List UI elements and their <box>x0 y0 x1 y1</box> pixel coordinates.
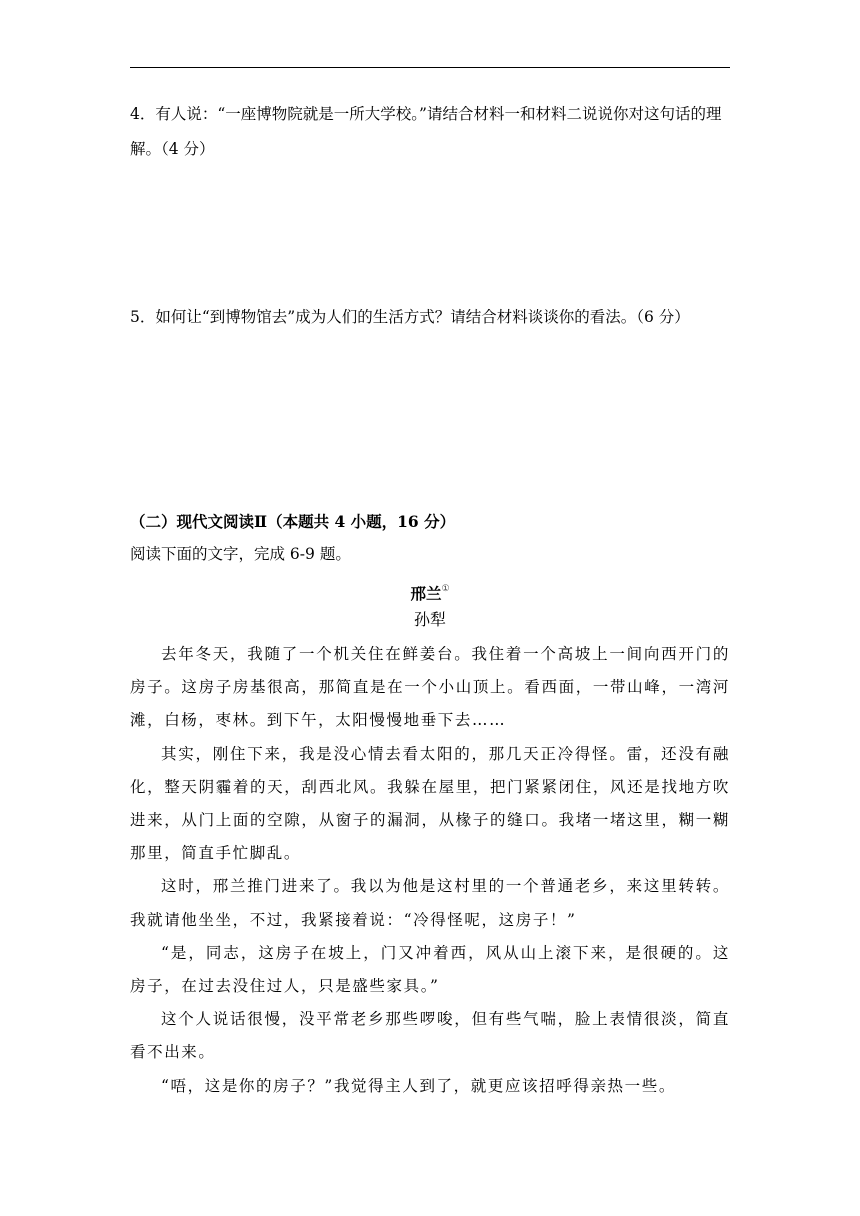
paragraph: “是，同志，这房子在坡上，门又冲着西，风从山上滚下来，是很硬的。这房子，在过去没住过人，只是盛些家具。” <box>130 943 730 996</box>
paragraph: 这个人说话很慢，没平常老乡那些啰唆，但有些气喘，脸上表情很淡，简直看不出来。 <box>130 1010 730 1062</box>
section-instruction: 阅读下面的文字，完成 6-9 题。 <box>130 545 351 563</box>
footnote-marker: ① <box>441 584 450 594</box>
article-author: 孙犁 <box>413 610 446 629</box>
paragraph: “唔，这是你的房子？”我觉得主人到了，就更应该招呼得亲热一些。 <box>161 1076 676 1095</box>
question-5: 5．如何让“到博物馆去”成为人们的生活方式？请结合材料谈谈你的看法。（6 分） <box>130 308 690 326</box>
paragraph: 去年冬天，我随了一个机关住在鲜姜台。我住着一个高坡上一间向西开门的房子。这房子房基很高，那简直是在一个小山顶上。看西面，一带山峰，一湾河滩，白杨，枣林。到下午，太阳慢慢地垂下去…… <box>130 645 730 730</box>
paragraph: 这时，邢兰推门进来了。我以为他是这村里的一个普通老乡，来这里转转。我就请他坐坐，不过，我紧接着说：“冷得怪呢，这房子！” <box>130 877 730 929</box>
header-rule <box>130 67 730 68</box>
question-4: 4．有人说：“一座博物院就是一所大学校。”请结合材料一和材料二说说你对这句话的理解。（4 分） <box>130 105 722 158</box>
article-title-text: 邢兰 <box>410 584 442 603</box>
article-body <box>130 638 730 1103</box>
section-heading: （二）现代文阅读Ⅱ（本题共 4 小题，16 分） <box>130 512 456 531</box>
paragraph: 其实，刚住下来，我是没心情去看太阳的，那几天正冷得怪。雷，还没有融化，整天阴霾着的天，刮西北风。我躲在屋里，把门紧紧闭住，风还是找地方吹进来，从门上面的空隙，从窗子的漏洞，从椽子的缝口。我堵一堵这里，糊一糊那里，简直手忙脚乱。 <box>130 744 730 863</box>
